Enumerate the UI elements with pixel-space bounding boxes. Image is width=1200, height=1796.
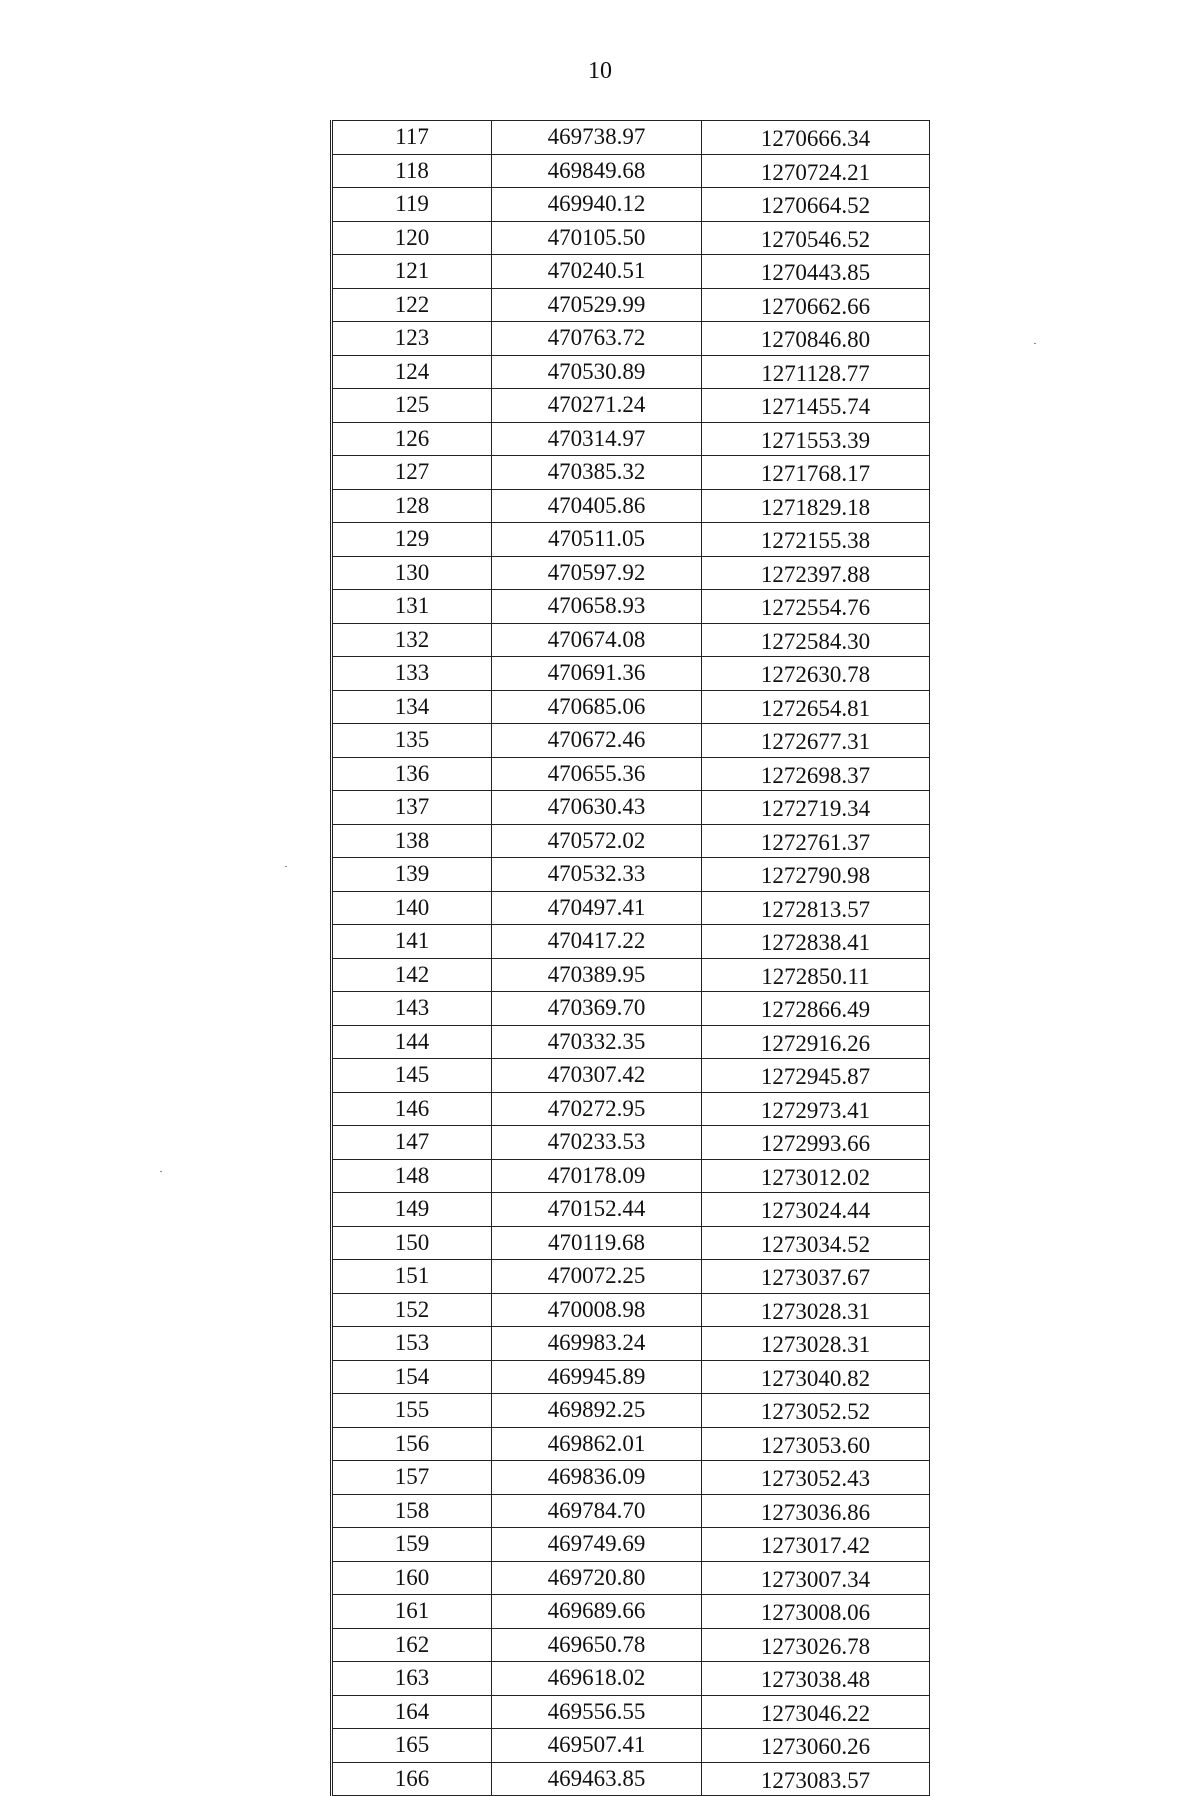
x-coordinate-cell: 470389.95 <box>492 958 702 992</box>
x-coordinate-cell: 470178.09 <box>492 1159 702 1193</box>
point-number-cell: 143 <box>332 992 492 1026</box>
y-coordinate-cell: 1270546.52 <box>702 221 930 255</box>
x-coordinate-cell: 470314.97 <box>492 422 702 456</box>
table-row <box>332 590 930 624</box>
table-row <box>332 1762 930 1796</box>
x-coordinate-cell: 470307.42 <box>492 1059 702 1093</box>
y-coordinate-cell: 1272654.81 <box>702 690 930 724</box>
x-coordinate-cell: 470763.72 <box>492 322 702 356</box>
table-row <box>332 1394 930 1428</box>
point-number-cell: 122 <box>332 288 492 322</box>
x-coordinate-cell: 469862.01 <box>492 1427 702 1461</box>
y-coordinate-cell: 1272630.78 <box>702 657 930 691</box>
x-coordinate-cell: 470405.86 <box>492 489 702 523</box>
y-coordinate-cell: 1273012.02 <box>702 1159 930 1193</box>
x-coordinate-cell: 469749.69 <box>492 1528 702 1562</box>
x-coordinate-cell: 469507.41 <box>492 1729 702 1763</box>
table-row <box>332 1059 930 1093</box>
point-number-cell: 158 <box>332 1494 492 1528</box>
x-coordinate-cell: 470385.32 <box>492 456 702 490</box>
table-row <box>332 1662 930 1696</box>
table-row <box>332 1260 930 1294</box>
y-coordinate-cell: 1271768.17 <box>702 456 930 490</box>
table-row <box>332 1729 930 1763</box>
x-coordinate-cell: 470655.36 <box>492 757 702 791</box>
x-coordinate-cell: 470691.36 <box>492 657 702 691</box>
y-coordinate-cell: 1273052.43 <box>702 1461 930 1495</box>
point-number-cell: 141 <box>332 925 492 959</box>
point-number-cell: 139 <box>332 858 492 892</box>
table-row <box>332 288 930 322</box>
point-number-cell: 155 <box>332 1394 492 1428</box>
y-coordinate-cell: 1273083.57 <box>702 1762 930 1796</box>
x-coordinate-cell: 469556.55 <box>492 1695 702 1729</box>
x-coordinate-cell: 470572.02 <box>492 824 702 858</box>
y-coordinate-cell: 1270443.85 <box>702 255 930 289</box>
table-row <box>332 422 930 456</box>
x-coordinate-cell: 469892.25 <box>492 1394 702 1428</box>
point-number-cell: 147 <box>332 1126 492 1160</box>
x-coordinate-cell: 469689.66 <box>492 1595 702 1629</box>
point-number-cell: 144 <box>332 1025 492 1059</box>
y-coordinate-cell: 1273024.44 <box>702 1193 930 1227</box>
y-coordinate-cell: 1273052.52 <box>702 1394 930 1428</box>
table-row <box>332 489 930 523</box>
table-row <box>332 1327 930 1361</box>
y-coordinate-cell: 1270666.34 <box>702 121 930 155</box>
y-coordinate-cell: 1273028.31 <box>702 1327 930 1361</box>
table-row <box>332 824 930 858</box>
table-row <box>332 1092 930 1126</box>
x-coordinate-cell: 470672.46 <box>492 724 702 758</box>
y-coordinate-cell: 1273036.86 <box>702 1494 930 1528</box>
point-number-cell: 151 <box>332 1260 492 1294</box>
table-row <box>332 1461 930 1495</box>
point-number-cell: 166 <box>332 1762 492 1796</box>
table-row <box>332 456 930 490</box>
table-row <box>332 221 930 255</box>
table-row <box>332 389 930 423</box>
point-number-cell: 148 <box>332 1159 492 1193</box>
y-coordinate-cell: 1272838.41 <box>702 925 930 959</box>
point-number-cell: 121 <box>332 255 492 289</box>
y-coordinate-cell: 1272761.37 <box>702 824 930 858</box>
x-coordinate-cell: 470271.24 <box>492 389 702 423</box>
y-coordinate-cell: 1273028.31 <box>702 1293 930 1327</box>
table-row <box>332 1025 930 1059</box>
scan-speck <box>1034 343 1036 344</box>
y-coordinate-cell: 1273040.82 <box>702 1360 930 1394</box>
table-row <box>332 757 930 791</box>
x-coordinate-cell: 469940.12 <box>492 188 702 222</box>
point-number-cell: 161 <box>332 1595 492 1629</box>
y-coordinate-cell: 1272813.57 <box>702 891 930 925</box>
table-row <box>332 322 930 356</box>
point-number-cell: 133 <box>332 657 492 691</box>
point-number-cell: 127 <box>332 456 492 490</box>
table-row <box>332 1561 930 1595</box>
scan-speck <box>285 866 287 867</box>
x-coordinate-cell: 470119.68 <box>492 1226 702 1260</box>
point-number-cell: 150 <box>332 1226 492 1260</box>
point-number-cell: 136 <box>332 757 492 791</box>
table-row <box>332 925 930 959</box>
point-number-cell: 142 <box>332 958 492 992</box>
x-coordinate-cell: 470105.50 <box>492 221 702 255</box>
x-coordinate-cell: 470332.35 <box>492 1025 702 1059</box>
y-coordinate-cell: 1272790.98 <box>702 858 930 892</box>
table-row <box>332 255 930 289</box>
table-row <box>332 1427 930 1461</box>
point-number-cell: 160 <box>332 1561 492 1595</box>
x-coordinate-cell: 470152.44 <box>492 1193 702 1227</box>
point-number-cell: 137 <box>332 791 492 825</box>
y-coordinate-cell: 1272916.26 <box>702 1025 930 1059</box>
point-number-cell: 132 <box>332 623 492 657</box>
y-coordinate-cell: 1272719.34 <box>702 791 930 825</box>
point-number-cell: 146 <box>332 1092 492 1126</box>
point-number-cell: 145 <box>332 1059 492 1093</box>
x-coordinate-cell: 469849.68 <box>492 154 702 188</box>
y-coordinate-cell: 1273026.78 <box>702 1628 930 1662</box>
y-coordinate-cell: 1272866.49 <box>702 992 930 1026</box>
y-coordinate-cell: 1273007.34 <box>702 1561 930 1595</box>
x-coordinate-cell: 469618.02 <box>492 1662 702 1696</box>
x-coordinate-cell: 470630.43 <box>492 791 702 825</box>
point-number-cell: 134 <box>332 690 492 724</box>
x-coordinate-cell: 469463.85 <box>492 1762 702 1796</box>
table-row <box>332 1193 930 1227</box>
x-coordinate-cell: 470497.41 <box>492 891 702 925</box>
x-coordinate-cell: 470369.70 <box>492 992 702 1026</box>
x-coordinate-cell: 470511.05 <box>492 523 702 557</box>
page-number: 10 <box>588 58 612 84</box>
x-coordinate-cell: 470658.93 <box>492 590 702 624</box>
x-coordinate-cell: 469836.09 <box>492 1461 702 1495</box>
table-row <box>332 188 930 222</box>
y-coordinate-cell: 1272945.87 <box>702 1059 930 1093</box>
y-coordinate-cell: 1273008.06 <box>702 1595 930 1629</box>
y-coordinate-cell: 1272993.66 <box>702 1126 930 1160</box>
point-number-cell: 138 <box>332 824 492 858</box>
x-coordinate-cell: 470417.22 <box>492 925 702 959</box>
table-row <box>332 657 930 691</box>
x-coordinate-cell: 469945.89 <box>492 1360 702 1394</box>
y-coordinate-cell: 1273034.52 <box>702 1226 930 1260</box>
table-row <box>332 355 930 389</box>
point-number-cell: 128 <box>332 489 492 523</box>
x-coordinate-cell: 469650.78 <box>492 1628 702 1662</box>
y-coordinate-cell: 1270664.52 <box>702 188 930 222</box>
point-number-cell: 154 <box>332 1360 492 1394</box>
point-number-cell: 119 <box>332 188 492 222</box>
y-coordinate-cell: 1271553.39 <box>702 422 930 456</box>
x-coordinate-cell: 470597.92 <box>492 556 702 590</box>
y-coordinate-cell: 1273017.42 <box>702 1528 930 1562</box>
coordinate-table <box>330 120 930 1796</box>
y-coordinate-cell: 1273046.22 <box>702 1695 930 1729</box>
table-row <box>332 992 930 1026</box>
point-number-cell: 123 <box>332 322 492 356</box>
y-coordinate-cell: 1272698.37 <box>702 757 930 791</box>
point-number-cell: 120 <box>332 221 492 255</box>
x-coordinate-cell: 469983.24 <box>492 1327 702 1361</box>
x-coordinate-cell: 469738.97 <box>492 121 702 155</box>
table-row <box>332 523 930 557</box>
point-number-cell: 124 <box>332 355 492 389</box>
y-coordinate-cell: 1272397.88 <box>702 556 930 590</box>
y-coordinate-cell: 1273037.67 <box>702 1260 930 1294</box>
x-coordinate-cell: 470529.99 <box>492 288 702 322</box>
table-row <box>332 891 930 925</box>
point-number-cell: 164 <box>332 1695 492 1729</box>
table-row <box>332 1494 930 1528</box>
point-number-cell: 125 <box>332 389 492 423</box>
table-row <box>332 121 930 155</box>
scan-speck <box>160 1171 162 1172</box>
y-coordinate-cell: 1272584.30 <box>702 623 930 657</box>
x-coordinate-cell: 470072.25 <box>492 1260 702 1294</box>
x-coordinate-cell: 470532.33 <box>492 858 702 892</box>
y-coordinate-cell: 1270662.66 <box>702 288 930 322</box>
table-row <box>332 154 930 188</box>
x-coordinate-cell: 470272.95 <box>492 1092 702 1126</box>
y-coordinate-cell: 1272554.76 <box>702 590 930 624</box>
x-coordinate-cell: 470240.51 <box>492 255 702 289</box>
x-coordinate-cell: 469720.80 <box>492 1561 702 1595</box>
table-row <box>332 1528 930 1562</box>
table-row <box>332 958 930 992</box>
x-coordinate-cell: 469784.70 <box>492 1494 702 1528</box>
x-coordinate-cell: 470233.53 <box>492 1126 702 1160</box>
coordinate-table-body <box>332 121 930 1796</box>
table-row <box>332 1360 930 1394</box>
table-row <box>332 1226 930 1260</box>
point-number-cell: 156 <box>332 1427 492 1461</box>
x-coordinate-cell: 470685.06 <box>492 690 702 724</box>
point-number-cell: 131 <box>332 590 492 624</box>
table-row <box>332 1293 930 1327</box>
point-number-cell: 126 <box>332 422 492 456</box>
y-coordinate-cell: 1271829.18 <box>702 489 930 523</box>
point-number-cell: 163 <box>332 1662 492 1696</box>
point-number-cell: 129 <box>332 523 492 557</box>
table-row <box>332 556 930 590</box>
point-number-cell: 118 <box>332 154 492 188</box>
table-row <box>332 724 930 758</box>
y-coordinate-cell: 1272973.41 <box>702 1092 930 1126</box>
table-row <box>332 690 930 724</box>
y-coordinate-cell: 1271128.77 <box>702 355 930 389</box>
point-number-cell: 153 <box>332 1327 492 1361</box>
y-coordinate-cell: 1271455.74 <box>702 389 930 423</box>
table-row <box>332 1126 930 1160</box>
y-coordinate-cell: 1273053.60 <box>702 1427 930 1461</box>
y-coordinate-cell: 1273038.48 <box>702 1662 930 1696</box>
table-row <box>332 858 930 892</box>
y-coordinate-cell: 1272677.31 <box>702 724 930 758</box>
point-number-cell: 152 <box>332 1293 492 1327</box>
y-coordinate-cell: 1270846.80 <box>702 322 930 356</box>
point-number-cell: 159 <box>332 1528 492 1562</box>
table-row <box>332 623 930 657</box>
table-row <box>332 1628 930 1662</box>
y-coordinate-cell: 1272850.11 <box>702 958 930 992</box>
y-coordinate-cell: 1270724.21 <box>702 154 930 188</box>
table-row <box>332 1695 930 1729</box>
point-number-cell: 162 <box>332 1628 492 1662</box>
table-row <box>332 791 930 825</box>
y-coordinate-cell: 1273060.26 <box>702 1729 930 1763</box>
table-row <box>332 1159 930 1193</box>
point-number-cell: 140 <box>332 891 492 925</box>
x-coordinate-cell: 470008.98 <box>492 1293 702 1327</box>
table-row <box>332 1595 930 1629</box>
point-number-cell: 149 <box>332 1193 492 1227</box>
point-number-cell: 157 <box>332 1461 492 1495</box>
x-coordinate-cell: 470674.08 <box>492 623 702 657</box>
point-number-cell: 135 <box>332 724 492 758</box>
point-number-cell: 117 <box>332 121 492 155</box>
x-coordinate-cell: 470530.89 <box>492 355 702 389</box>
point-number-cell: 165 <box>332 1729 492 1763</box>
y-coordinate-cell: 1272155.38 <box>702 523 930 557</box>
point-number-cell: 130 <box>332 556 492 590</box>
